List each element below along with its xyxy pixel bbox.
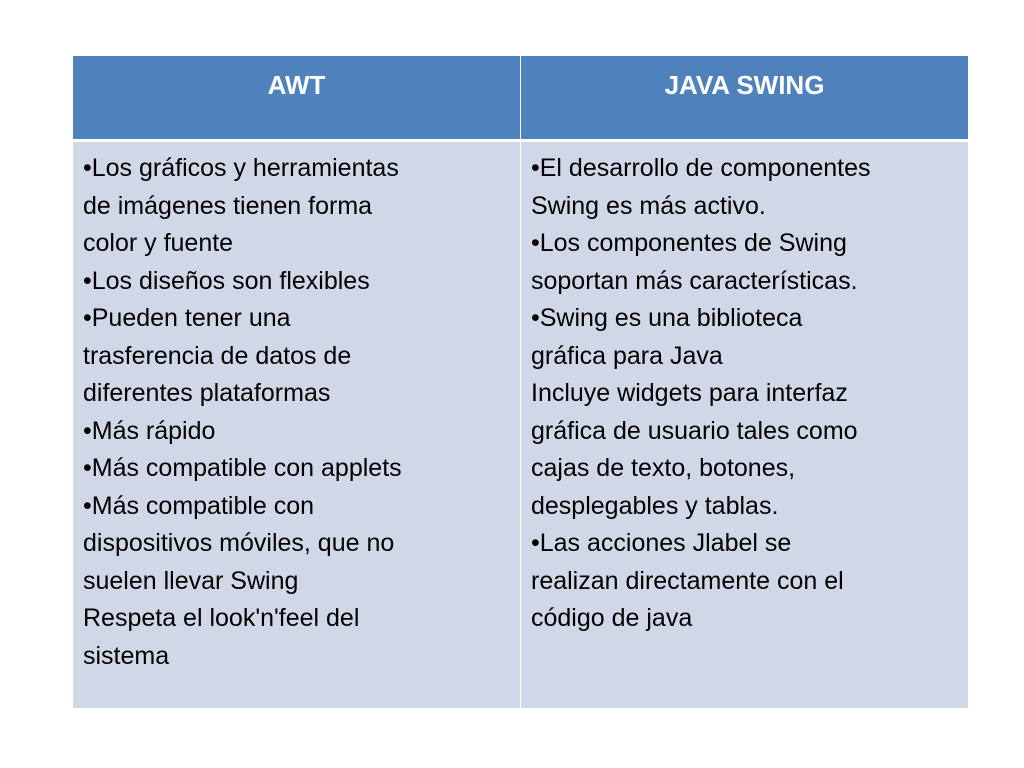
awt-line: suelen llevar Swing [83,566,299,595]
swing-line: cajas de texto, botones, [531,454,796,482]
awt-line: Respeta el look'n'feel del [83,604,360,632]
swing-line: código de java [531,604,693,632]
awt-line: •Los diseños son flexibles [83,266,370,295]
swing-features-cell [521,141,969,709]
swing-line: soportan más características. [531,266,858,295]
swing-line: •Las acciones Jlabel se [531,529,792,557]
awt-line: •Pueden tener una [83,304,291,332]
awt-line: •Los gráficos y herramientas [83,154,399,182]
header-java-swing: JAVA SWING [521,56,969,141]
awt-line: trasferencia de datos de [83,341,352,370]
swing-line: realizan directamente con el [531,566,844,595]
swing-line: gráfica de usuario tales como [531,416,858,445]
swing-line: gráfica para Java [531,341,723,370]
comparison-table [72,55,969,709]
awt-features-cell [73,141,521,709]
awt-line: diferentes plataformas [83,379,331,407]
header-row [73,56,969,141]
swing-line: •Los componentes de Swing [531,229,847,257]
swing-line: Swing es más activo. [531,191,766,220]
swing-line: Incluye widgets para interfaz [531,379,848,407]
awt-line: color y fuente [83,229,234,257]
awt-line: de imágenes tienen forma [83,191,373,220]
swing-line: •Swing es una biblioteca [531,304,803,332]
swing-line: desplegables y tablas. [531,491,779,520]
awt-line: •Más rápido [83,416,216,445]
body-row [73,141,969,709]
awt-line: •Más compatible con [83,491,315,520]
header-awt: AWT [73,56,521,141]
awt-line: •Más compatible con applets [83,454,402,482]
awt-line: sistema [83,641,170,670]
swing-line: •El desarrollo de componentes [531,154,871,182]
awt-line: dispositivos móviles, que no [83,529,395,557]
